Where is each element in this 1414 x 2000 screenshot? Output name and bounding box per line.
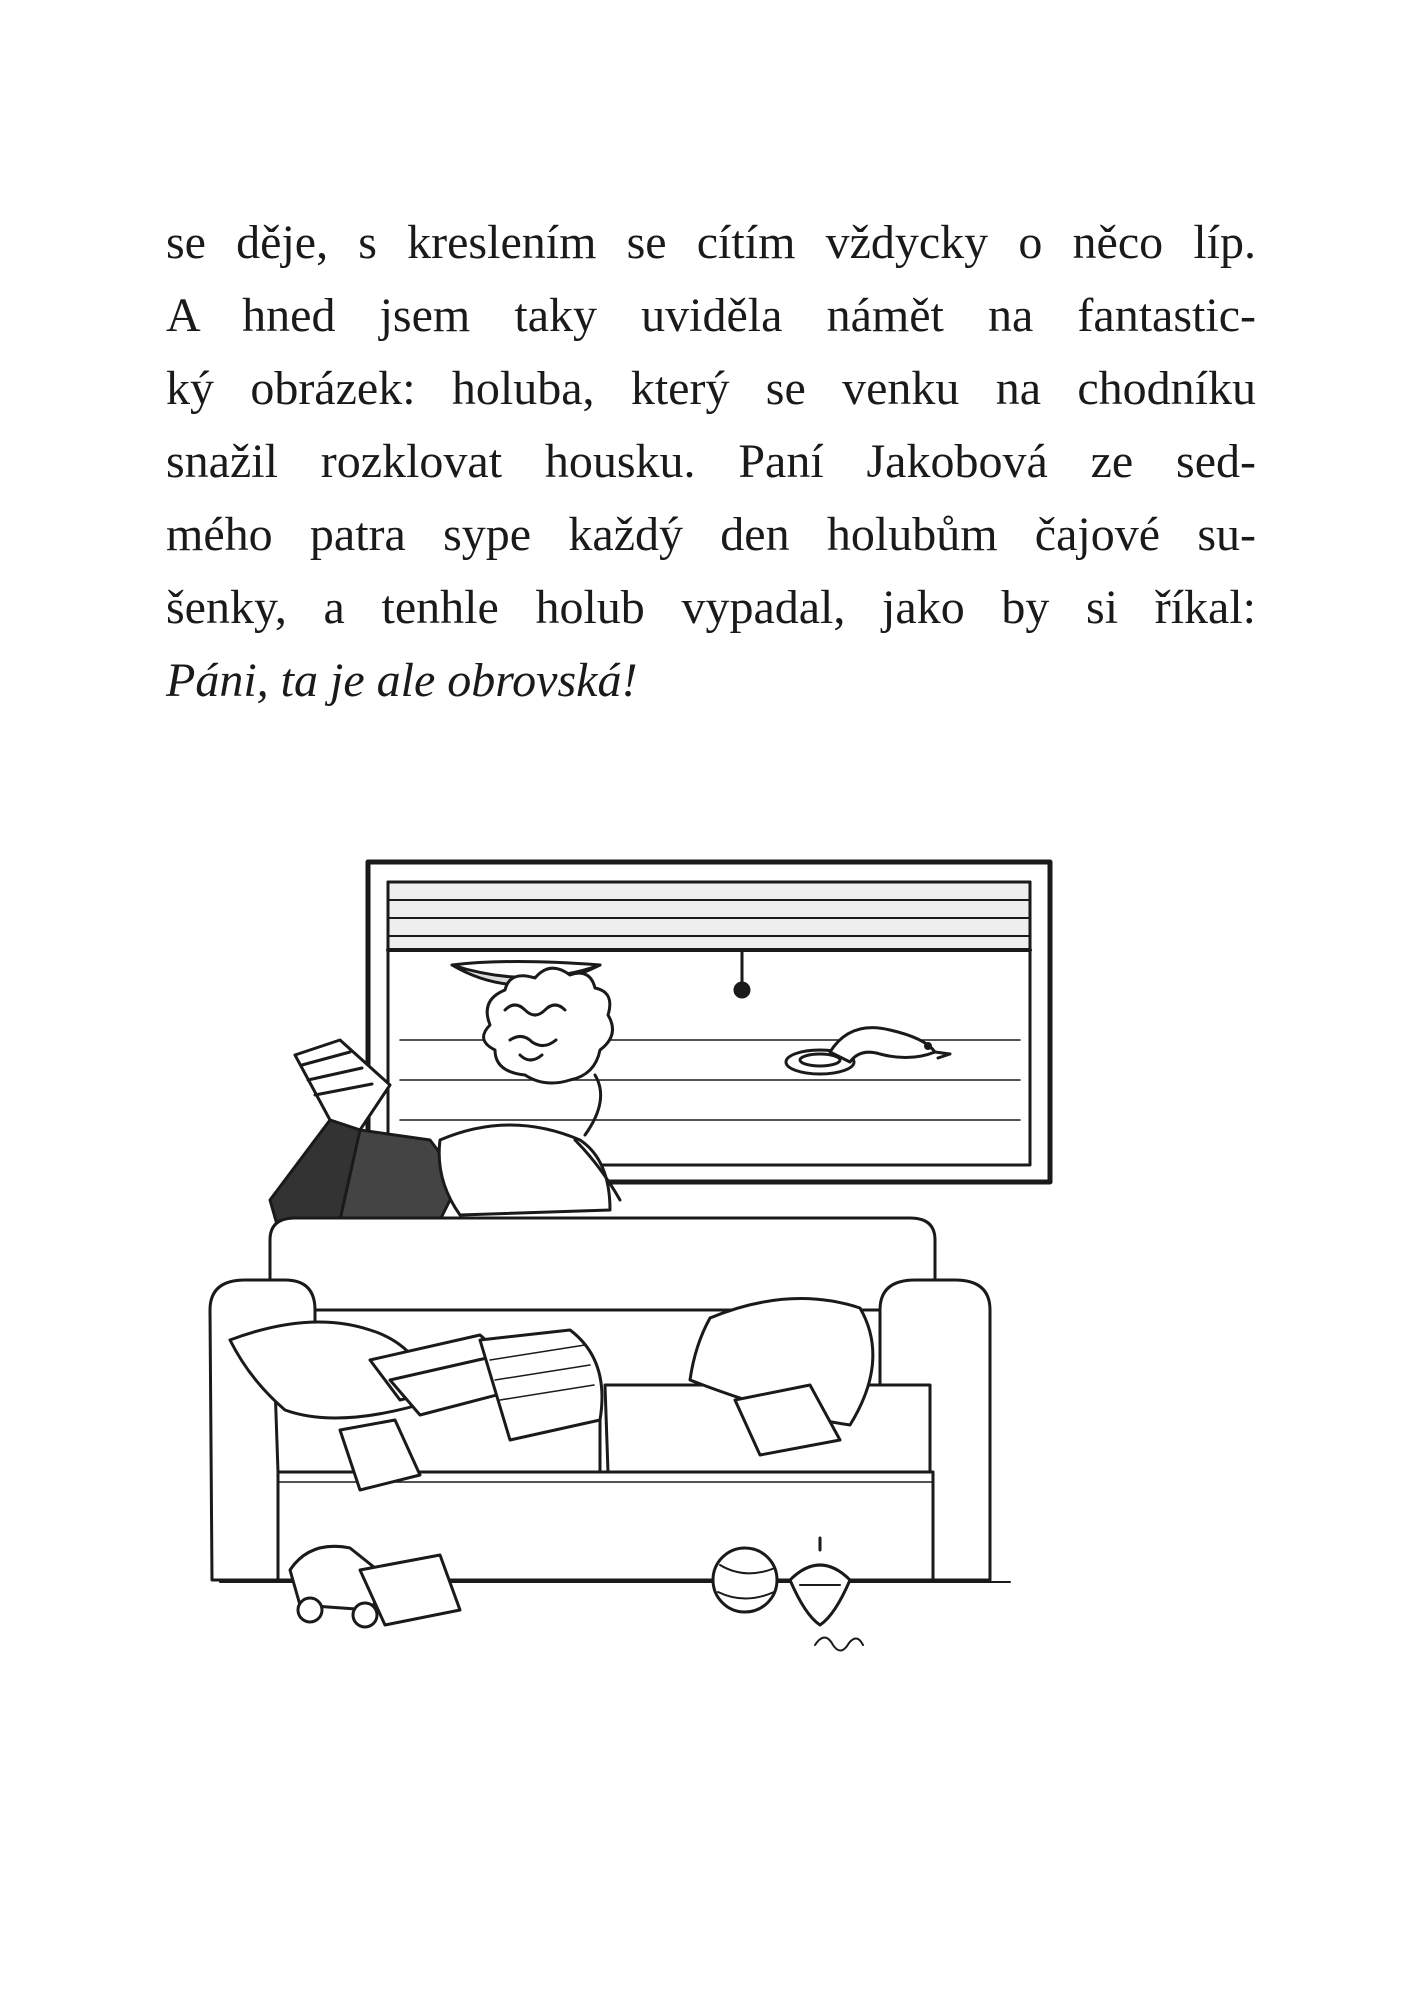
illustration-girl-on-sofa-icon: [190, 840, 1230, 1760]
pigeon-icon: [786, 1028, 950, 1074]
text-line-7: Páni, ta je ale obrovská!: [166, 654, 638, 707]
girl-icon: [270, 968, 620, 1235]
text-line-4: snažil rozklovat housku. Paní Jakobová ze sed-: [166, 435, 1256, 488]
text-line-6: šenky, a tenhle holub vypadal, jako by si říkal:: [166, 581, 1256, 634]
text-line-3: ký obrázek: holuba, který se venku na chodníku: [166, 362, 1256, 415]
text-line-1: se děje, s kreslením se cítím vždycky o něco líp.: [166, 216, 1256, 269]
text-line-5: mého patra sype každý den holubům čajové su-: [166, 508, 1256, 561]
text-line-2: A hned jsem taky uviděla námět na fantastic-: [166, 289, 1256, 342]
body-text: [166, 206, 1256, 717]
